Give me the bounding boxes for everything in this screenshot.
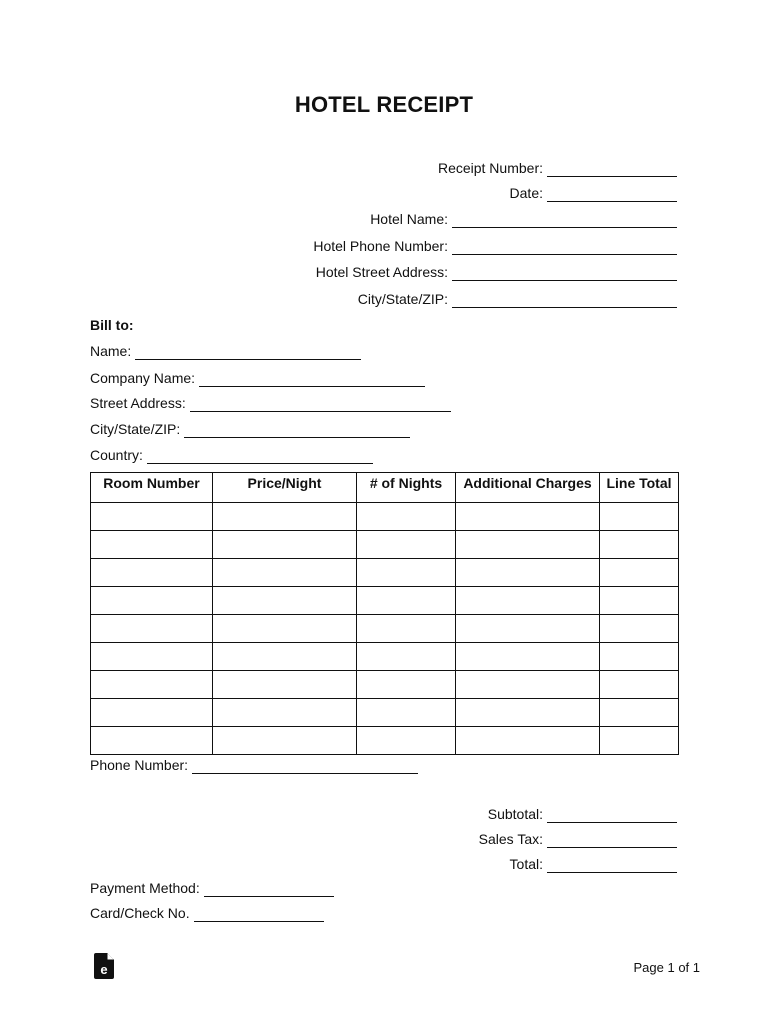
table-row (91, 615, 679, 643)
table-cell[interactable] (600, 699, 679, 727)
card-check-field (90, 904, 324, 922)
table-cell[interactable] (213, 643, 357, 671)
subtotal-input-line[interactable] (547, 808, 677, 823)
hotel-phone-input-line[interactable] (452, 240, 677, 255)
field-label: Payment Method: (90, 880, 200, 896)
table-cell[interactable] (357, 587, 456, 615)
date-field (510, 184, 677, 202)
table-cell[interactable] (456, 615, 600, 643)
bill-name-input-line[interactable] (135, 345, 361, 360)
table-row (91, 699, 679, 727)
table-cell[interactable] (357, 671, 456, 699)
table-cell[interactable] (600, 643, 679, 671)
country-input-line[interactable] (147, 449, 373, 464)
bill-city-field (90, 420, 410, 438)
table-cell[interactable] (456, 671, 600, 699)
column-header-nights: # of Nights (357, 473, 456, 503)
table-cell[interactable] (456, 727, 600, 755)
table-row (91, 727, 679, 755)
table-cell[interactable] (600, 503, 679, 531)
hotel-city-input-line[interactable] (452, 293, 677, 308)
field-label: Name: (90, 343, 132, 359)
field-label: Country: (90, 447, 143, 463)
field-label: Hotel Street Address: (315, 264, 448, 280)
table-cell[interactable] (456, 587, 600, 615)
table-cell[interactable] (91, 559, 213, 587)
table-cell[interactable] (456, 699, 600, 727)
field-label: Phone Number: (90, 757, 189, 773)
charges-table (90, 472, 679, 755)
bill-city-input-line[interactable] (184, 423, 410, 438)
table-cell[interactable] (357, 643, 456, 671)
table-cell[interactable] (213, 727, 357, 755)
column-header-line-total: Line Total (600, 473, 679, 503)
table-cell[interactable] (91, 503, 213, 531)
street-address-input-line[interactable] (190, 397, 451, 412)
table-cell[interactable] (91, 615, 213, 643)
table-cell[interactable] (600, 559, 679, 587)
table-cell[interactable] (213, 559, 357, 587)
table-cell[interactable] (357, 559, 456, 587)
table-row (91, 643, 679, 671)
table-row (91, 531, 679, 559)
table-cell[interactable] (91, 643, 213, 671)
table-cell[interactable] (600, 727, 679, 755)
phone-number-field (90, 756, 418, 774)
hotel-name-input-line[interactable] (452, 213, 677, 228)
street-address-field (90, 394, 451, 412)
table-cell[interactable] (91, 727, 213, 755)
hotel-name-field (370, 210, 677, 228)
hotel-phone-field (313, 237, 677, 255)
table-cell[interactable] (357, 727, 456, 755)
table-cell[interactable] (456, 503, 600, 531)
table-row (91, 503, 679, 531)
table-cell[interactable] (357, 503, 456, 531)
sales-tax-field (479, 830, 677, 848)
table-row (91, 587, 679, 615)
field-label: Subtotal: (487, 806, 543, 822)
table-cell[interactable] (213, 503, 357, 531)
page-title: HOTEL RECEIPT (294, 92, 474, 117)
table-cell[interactable] (456, 559, 600, 587)
table-cell[interactable] (213, 615, 357, 643)
page-number: Page 1 of 1 (633, 960, 700, 975)
field-label: Hotel Phone Number: (313, 238, 448, 254)
payment-method-field (90, 879, 334, 897)
table-row (91, 671, 679, 699)
sales-tax-input-line[interactable] (547, 833, 677, 848)
field-label: Receipt Number: (437, 160, 543, 176)
document-e-icon (94, 953, 114, 979)
table-cell[interactable] (600, 615, 679, 643)
receipt-number-field (438, 159, 677, 177)
hotel-street-field (316, 263, 677, 281)
table-header-row (91, 473, 679, 503)
bill-name-field (90, 342, 361, 360)
subtotal-field (488, 805, 677, 823)
table-cell[interactable] (456, 531, 600, 559)
table-cell[interactable] (213, 531, 357, 559)
table-cell[interactable] (456, 643, 600, 671)
company-name-input-line[interactable] (199, 372, 425, 387)
receipt-number-input-line[interactable] (547, 162, 677, 177)
table-cell[interactable] (600, 671, 679, 699)
field-label: City/State/ZIP: (357, 291, 448, 307)
column-header-price-night: Price/Night (213, 473, 357, 503)
table-cell[interactable] (600, 531, 679, 559)
table-cell[interactable] (600, 587, 679, 615)
payment-method-input-line[interactable] (204, 882, 334, 897)
svg-text:e: e (100, 962, 108, 977)
field-label: Total: (509, 856, 543, 872)
table-cell[interactable] (213, 671, 357, 699)
field-label: Date: (509, 185, 543, 201)
table-cell[interactable] (213, 699, 357, 727)
hotel-city-field (358, 290, 677, 308)
phone-number-input-line[interactable] (192, 759, 418, 774)
column-header-room-number: Room Number (91, 473, 213, 503)
bill-to-heading: Bill to: (90, 317, 134, 333)
total-field (510, 855, 677, 873)
table-cell[interactable] (357, 531, 456, 559)
table-cell[interactable] (213, 587, 357, 615)
column-header-additional-charges: Additional Charges (456, 473, 600, 503)
table-cell[interactable] (91, 587, 213, 615)
card-check-input-line[interactable] (194, 907, 324, 922)
field-label: Hotel Name: (370, 211, 448, 227)
country-field (90, 446, 373, 464)
total-input-line[interactable] (547, 858, 677, 873)
table-cell[interactable] (357, 615, 456, 643)
table-cell[interactable] (91, 531, 213, 559)
field-label: Card/Check No. (90, 905, 190, 921)
field-label: City/State/ZIP: (90, 421, 181, 437)
table-cell[interactable] (357, 699, 456, 727)
hotel-street-input-line[interactable] (452, 266, 677, 281)
table-cell[interactable] (91, 699, 213, 727)
field-label: Sales Tax: (478, 831, 543, 847)
table-row (91, 559, 679, 587)
table-cell[interactable] (91, 671, 213, 699)
date-input-line[interactable] (547, 187, 677, 202)
field-label: Street Address: (90, 395, 186, 411)
company-name-field (90, 369, 425, 387)
field-label: Company Name: (90, 370, 196, 386)
